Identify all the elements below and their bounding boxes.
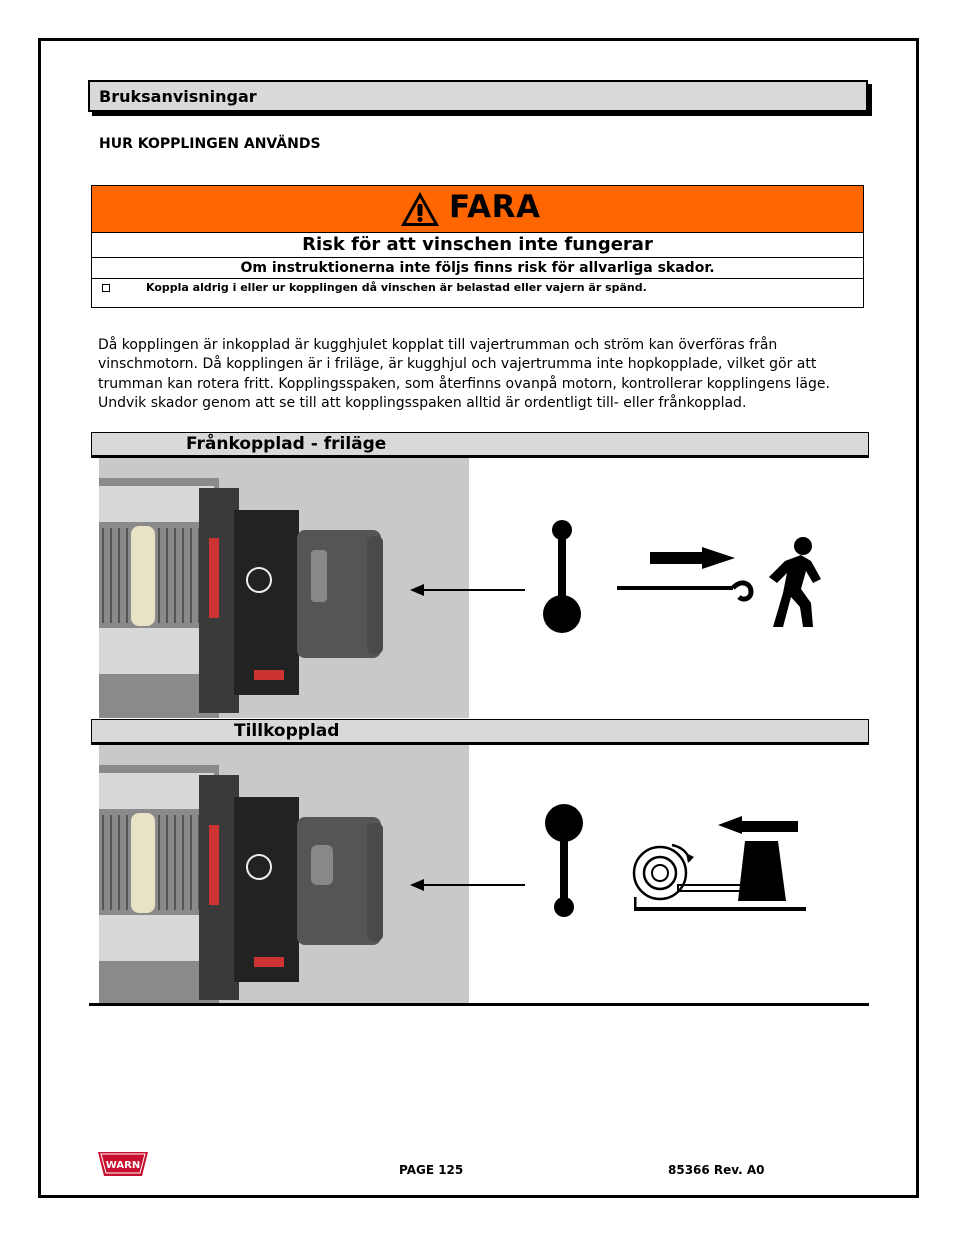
pointer-arrow-head-icon (410, 583, 424, 597)
consequence-statement: Om instruktionerna inte följs finns risk för allvarliga skador. (92, 258, 863, 279)
checkbox-bullet-icon (102, 284, 110, 292)
signal-word: FARA (449, 189, 541, 225)
caption-text: Frånkopplad - friläge (186, 434, 387, 454)
warn-logo (98, 1152, 148, 1176)
caption-text: Tillkopplad (234, 721, 340, 741)
danger-band (92, 186, 863, 233)
winch-photo (99, 745, 469, 1005)
danger-box (91, 185, 864, 308)
logo-text: WARN (105, 1160, 141, 1171)
engaged-winch-load-icon (630, 813, 810, 915)
lever-disengaged-icon (540, 517, 586, 637)
body-line: trumman kan rotera fritt. Kopplingsspaken, som återfinns ovanpå motorn, kontrollerar kopplingens läge. (98, 375, 830, 392)
panel-caption-engaged (91, 719, 869, 745)
hazard-statement: Risk för att vinschen inte fungerar (92, 233, 863, 258)
pointer-arrow-head-icon (410, 878, 424, 892)
pointer-arrow-line (412, 589, 525, 591)
page-number: PAGE 125 (399, 1163, 464, 1177)
instruction-row (92, 279, 863, 305)
warning-triangle-icon (399, 190, 441, 228)
document-revision: 85366 Rev. A0 (668, 1163, 765, 1177)
pointer-arrow-line (412, 884, 525, 886)
body-line: Undvik skador genom att se till att kopplingsspaken alltid är ordentligt till- eller frånkopplad. (98, 394, 747, 411)
body-line: vinschmotorn. Då kopplingen är i friläge, är kugghjul och vajertrumma inte hopkopplade, vilket gör att (98, 356, 817, 373)
section-header (88, 80, 868, 112)
winch-illustration (99, 745, 469, 1005)
instruction-text: Koppla aldrig i eller ur kopplingen då vinschen är belastad eller vajern är spänd. (146, 281, 647, 294)
lever-engaged-icon (542, 803, 586, 921)
section-title: Bruksanvisningar (99, 87, 257, 106)
panel-caption-free-spool (91, 432, 869, 458)
body-line: Då kopplingen är inkopplad är kugghjulet kopplat till vajertrumman och ström kan överföras från (98, 337, 778, 353)
free-spool-person-pull-icon (615, 535, 845, 630)
subheading: HUR KOPPLINGEN ANVÄNDS (99, 136, 321, 152)
body-paragraph (98, 336, 858, 413)
bottom-rule (89, 1003, 869, 1006)
